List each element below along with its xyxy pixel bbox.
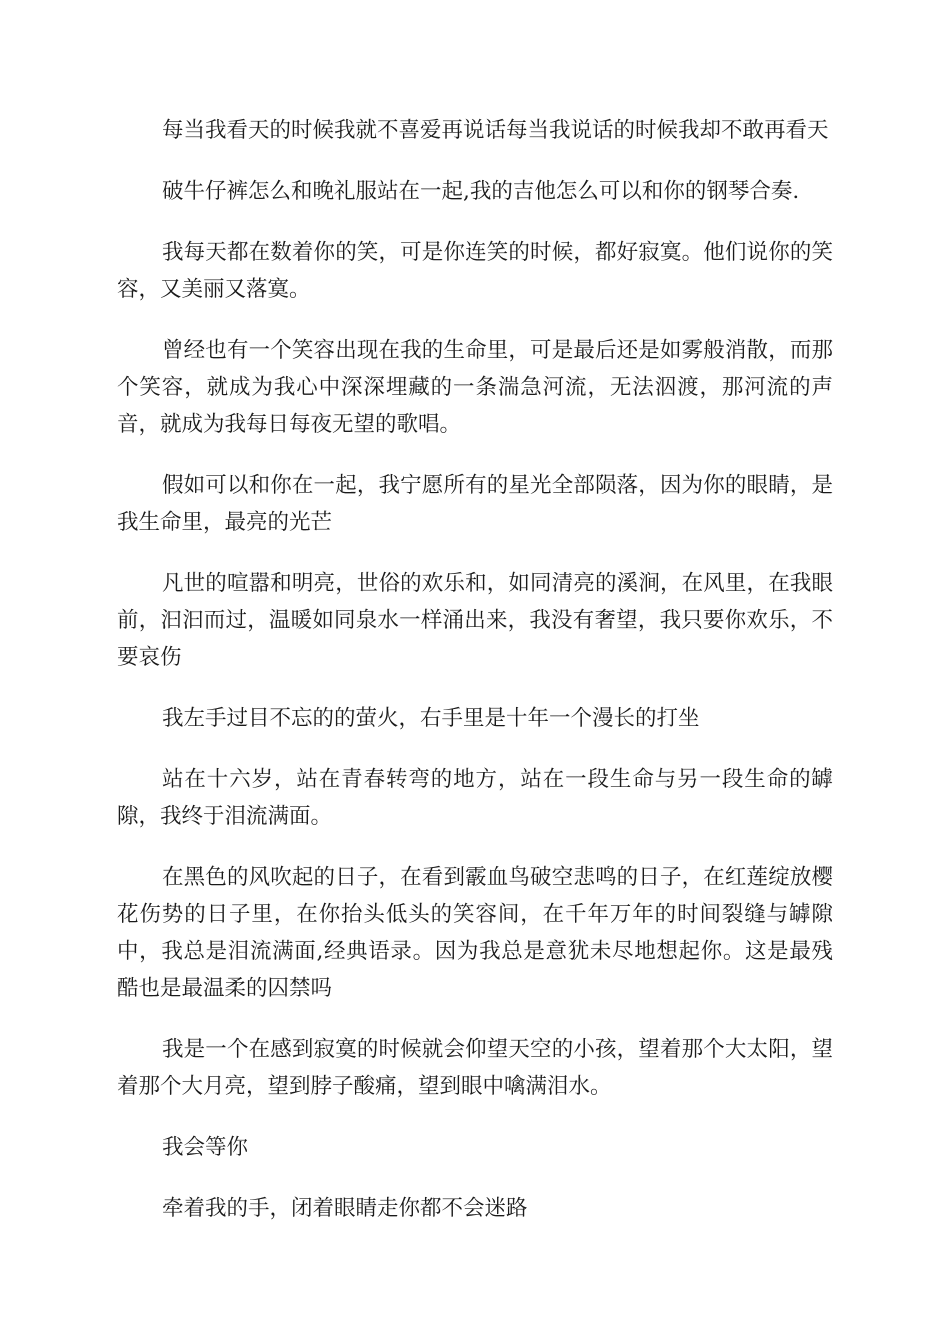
document-body xyxy=(117,112,833,1251)
paragraph-9: 在黑色的风吹起的日子，在看到霰血鸟破空悲鸣的日子，在红莲绽放樱花伤势的日子里，在你抬头低头的笑容间，在千年万年的时间裂缝与罅隙中，我总是泪流满面,经典语录。因为我总是意犹未尽地想起你。这是最残酷也是最温柔的囚禁吗 xyxy=(117,865,833,1001)
paragraph-3: 我每天都在数着你的笑，可是你连笑的时候，都好寂寞。他们说你的笑容，又美丽又落寞。 xyxy=(117,240,833,302)
paragraph-12: 牵着我的手，闭着眼睛走你都不会迷路 xyxy=(162,1196,528,1221)
paragraph-6: 凡世的喧嚣和明亮，世俗的欢乐和，如同清亮的溪涧，在风里，在我眼前，汩汩而过，温暖如同泉水一样涌出来，我没有奢望，我只要你欢乐，不要哀伤 xyxy=(117,571,833,670)
paragraph-2: 破牛仔裤怎么和晚礼服站在一起,我的吉他怎么可以和你的钢琴合奏. xyxy=(162,179,800,204)
paragraph-7: 我左手过目不忘的的萤火，右手里是十年一个漫长的打坐 xyxy=(162,706,700,731)
paragraph-4: 曾经也有一个笑容出现在我的生命里，可是最后还是如雾般消散，而那个笑容，就成为我心中深深埋藏的一条湍急河流，无法泅渡，那河流的声音，就成为我每日每夜无望的歌唱。 xyxy=(117,338,833,437)
paragraph-10: 我是一个在感到寂寞的时候就会仰望天空的小孩，望着那个大太阳，望着那个大月亮，望到脖子酸痛，望到眼中噙满泪水。 xyxy=(117,1037,833,1099)
paragraph-11: 我会等你 xyxy=(162,1135,249,1160)
paragraph-8: 站在十六岁，站在青春转弯的地方，站在一段生命与另一段生命的罅隙，我终于泪流满面。 xyxy=(117,767,833,829)
paragraph-1: 每当我看天的时候我就不喜爱再说话每当我说话的时候我却不敢再看天 xyxy=(162,118,829,143)
paragraph-5: 假如可以和你在一起，我宁愿所有的星光全部陨落，因为你的眼睛，是我生命里，最亮的光芒 xyxy=(117,473,833,535)
